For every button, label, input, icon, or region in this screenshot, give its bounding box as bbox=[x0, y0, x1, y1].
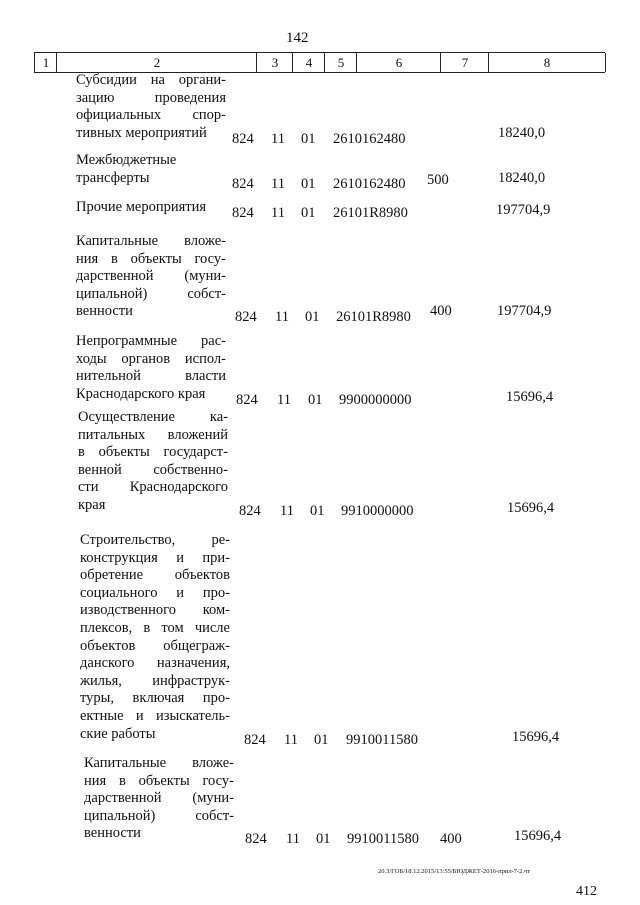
header-col-3: 3 bbox=[256, 53, 293, 72]
page-number-bottom: 412 bbox=[576, 884, 597, 899]
section-code: 11 bbox=[280, 503, 294, 519]
description-line: венной собственно- bbox=[78, 461, 228, 478]
subsection-code: 01 bbox=[301, 205, 316, 221]
description-line: ходы органов испол- bbox=[76, 350, 226, 367]
amount: 197704,9 bbox=[497, 303, 552, 320]
row-description bbox=[76, 72, 226, 142]
section-code: 11 bbox=[286, 831, 300, 848]
subsection-code: 01 bbox=[301, 175, 316, 192]
section-code: 11 bbox=[284, 731, 298, 748]
description-line: Капитальные вложе- bbox=[84, 755, 234, 771]
description-line: ципальной) собст- bbox=[84, 807, 234, 824]
header-col-4: 4 bbox=[292, 53, 325, 72]
description-line: объектов общеграж- bbox=[80, 637, 230, 654]
document-code: 20.3/ГОБ/18.12.2015/13:55/БЮДЖЕТ-2016-прил-7-2.чт bbox=[378, 868, 531, 875]
row-description bbox=[84, 755, 234, 843]
header-col-5: 5 bbox=[324, 53, 357, 72]
description-line: официальных спор- bbox=[76, 107, 226, 124]
description-line: Субсидии на органи- bbox=[76, 72, 226, 88]
description-line: жилья, инфраструк- bbox=[80, 672, 230, 689]
amount: 15696,4 bbox=[512, 728, 560, 745]
target-article-code: 26101R8980 bbox=[333, 205, 408, 221]
amount: 18240,0 bbox=[498, 124, 546, 141]
description-line: ципальной) собст- bbox=[76, 285, 226, 302]
description-line: сти Краснодарского bbox=[78, 479, 228, 496]
row-description bbox=[76, 152, 226, 187]
description-line: в объекты государст- bbox=[78, 444, 228, 461]
description-line: ские работы bbox=[80, 725, 156, 742]
description-line: ектные и изыскатель- bbox=[80, 707, 230, 724]
agency-code: 824 bbox=[232, 175, 254, 192]
agency-code: 824 bbox=[232, 205, 254, 221]
description-line: Осуществление ка- bbox=[78, 409, 228, 425]
subsection-code: 01 bbox=[316, 831, 331, 848]
description-line: тивных мероприятий bbox=[76, 124, 207, 141]
row-description bbox=[76, 199, 226, 217]
description-line: Межбюджетные bbox=[76, 152, 177, 168]
description-line: ния в объекты госу- bbox=[76, 250, 226, 267]
expense-type-code: 500 bbox=[427, 171, 449, 188]
header-col-1: 1 bbox=[34, 53, 57, 72]
row-description bbox=[80, 532, 230, 743]
subsection-code: 01 bbox=[305, 309, 320, 326]
section-code: 11 bbox=[271, 130, 285, 147]
page-number-top: 142 bbox=[286, 30, 309, 46]
description-line: дарственной (муни- bbox=[76, 268, 226, 285]
agency-code: 824 bbox=[245, 831, 267, 848]
description-line: плексов, в том числе bbox=[80, 619, 230, 636]
description-line: данского назначения, bbox=[80, 655, 230, 672]
row-description bbox=[78, 409, 228, 515]
subsection-code: 01 bbox=[308, 391, 323, 408]
target-article-code: 2610162480 bbox=[333, 130, 406, 147]
agency-code: 824 bbox=[239, 503, 261, 519]
header-col-8: 8 bbox=[488, 53, 606, 72]
amount: 197704,9 bbox=[496, 202, 551, 218]
agency-code: 824 bbox=[244, 731, 266, 748]
description-line: туры, включая про- bbox=[80, 690, 230, 707]
target-article-code: 9910000000 bbox=[341, 503, 414, 519]
description-line: Прочие мероприятия bbox=[76, 199, 207, 215]
header-col-2: 2 bbox=[56, 53, 257, 72]
description-line: Капитальные вложе- bbox=[76, 233, 226, 249]
description-line: обретение объектов bbox=[80, 567, 230, 584]
description-line: венности bbox=[84, 825, 141, 842]
description-line: Строительство, ре- bbox=[80, 532, 230, 548]
section-code: 11 bbox=[271, 175, 285, 192]
description-line: нительной власти bbox=[76, 368, 226, 385]
description-line: Краснодарского края bbox=[76, 385, 206, 402]
header-col-7: 7 bbox=[440, 53, 489, 72]
table-header bbox=[34, 52, 605, 73]
description-line: социального и про- bbox=[80, 584, 230, 601]
amount: 15696,4 bbox=[507, 500, 555, 516]
agency-code: 824 bbox=[236, 391, 258, 408]
subsection-code: 01 bbox=[301, 130, 316, 147]
description-line: питальных вложений bbox=[78, 426, 228, 443]
target-article-code: 26101R8980 bbox=[336, 309, 411, 326]
target-article-code: 2610162480 bbox=[333, 175, 406, 192]
target-article-code: 9910011580 bbox=[346, 731, 418, 748]
amount: 15696,4 bbox=[506, 388, 554, 405]
description-line: ния в объекты госу- bbox=[84, 772, 234, 789]
section-code: 11 bbox=[275, 309, 289, 326]
description-line: дарственной (муни- bbox=[84, 790, 234, 807]
target-article-code: 9900000000 bbox=[339, 391, 412, 408]
subsection-code: 01 bbox=[314, 731, 329, 748]
amount: 18240,0 bbox=[498, 169, 546, 186]
row-description bbox=[76, 233, 226, 321]
section-code: 11 bbox=[277, 391, 291, 408]
description-line: зацию проведения bbox=[76, 89, 226, 106]
header-col-6: 6 bbox=[356, 53, 441, 72]
agency-code: 824 bbox=[235, 309, 257, 326]
subsection-code: 01 bbox=[310, 503, 325, 519]
description-line: трансферты bbox=[76, 169, 150, 186]
description-line: края bbox=[78, 496, 106, 513]
amount: 15696,4 bbox=[514, 828, 562, 845]
description-line: изводственного ком- bbox=[80, 602, 230, 619]
description-line: венности bbox=[76, 303, 133, 320]
expense-type-code: 400 bbox=[430, 303, 452, 320]
description-line: Непрограммные рас- bbox=[76, 333, 226, 349]
agency-code: 824 bbox=[232, 130, 254, 147]
row-description bbox=[76, 333, 226, 403]
expense-type-code: 400 bbox=[440, 831, 462, 848]
target-article-code: 9910011580 bbox=[347, 831, 419, 848]
description-line: конструкция и при- bbox=[80, 549, 230, 566]
section-code: 11 bbox=[271, 205, 285, 221]
